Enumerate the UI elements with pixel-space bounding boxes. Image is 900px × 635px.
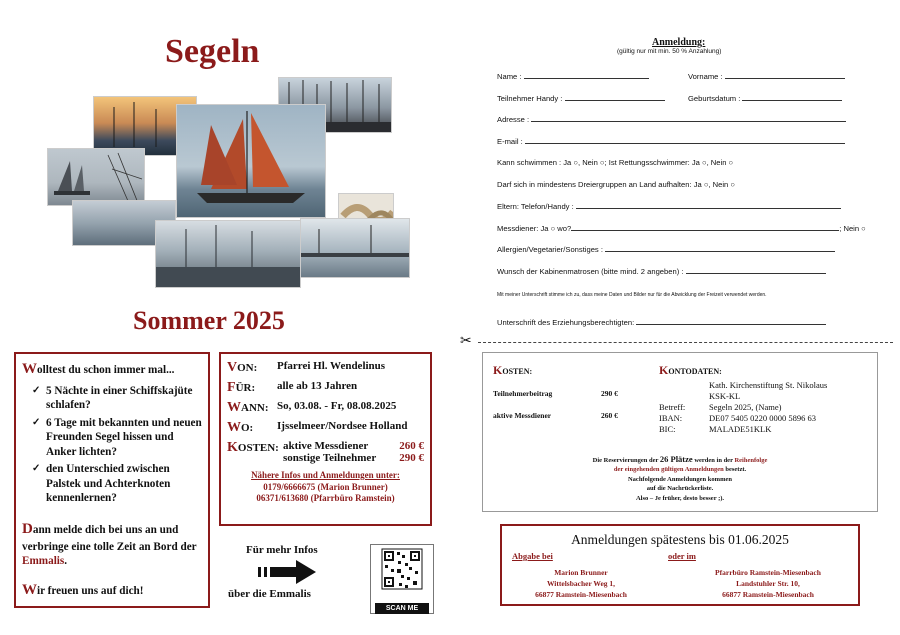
costs-box: [482, 352, 878, 512]
email-field[interactable]: E-mail :: [497, 137, 845, 146]
betreff-row: Betreff: Segeln 2025, (Name): [659, 402, 782, 412]
qr-code-icon: [371, 547, 433, 599]
messdiener-field[interactable]: Messdiener: Ja ○ wo? ; Nein ○: [497, 224, 866, 233]
detail-von: VON: Pfarrei Hl. Wendelinus: [227, 360, 386, 375]
form-title: Anmeldung:: [652, 37, 706, 48]
handy-field[interactable]: Teilnehmer Handy :: [497, 94, 665, 103]
oder-label: oder im: [668, 551, 696, 561]
vorname-field[interactable]: Vorname :: [688, 72, 845, 81]
scissors-icon: ✂: [460, 334, 472, 349]
form-subtitle: (gültig nur mit min. 50 % Anzahlung): [617, 48, 722, 55]
schwimmen-option[interactable]: Kann schwimmen : Ja ○, Nein ○; Ist Rettungsschwimmer: Ja ○, Nein ○: [497, 158, 734, 167]
cost-row-teilnehmer: Teilnehmerbeitrag: [493, 389, 553, 398]
cost-value-teilnehmer: 290 €: [601, 389, 618, 398]
bank-name: Kath. Kirchenstiftung St. Nikolaus: [709, 380, 828, 390]
costs-heading: KOSTEN:: [493, 363, 533, 377]
photo-red-sail-ship: [176, 104, 326, 218]
deadline-box: [500, 524, 860, 606]
detail-fuer: FÜR: alle ab 13 Jahren: [227, 380, 358, 395]
name-field[interactable]: Name :: [497, 72, 649, 81]
intro-list: [32, 384, 202, 507]
adresse-field[interactable]: Adresse :: [497, 115, 846, 124]
list-item: ✓ den Unterschied zwischen Palstek und Achterknoten kennenlernen?: [32, 462, 202, 506]
list-item: ✓ 5 Nächte in einer Schiffskajüte schlafen?: [32, 384, 202, 413]
details-box: [219, 352, 432, 526]
signature-field[interactable]: Unterschrift des Erziehungsberechtigten:: [497, 318, 826, 327]
arrow-right-icon: [258, 560, 316, 584]
wunsch-field[interactable]: Wunsch der Kabinenmatrosen (bitte mind. 2 angeben) :: [497, 267, 826, 276]
cut-line: [478, 342, 893, 343]
cost-value-messdiener: 260 €: [601, 411, 618, 420]
bic-row: BIC: MALADE51KLK: [659, 424, 772, 434]
page-title: Segeln: [165, 33, 260, 70]
photo-boats-at-shore: [155, 220, 301, 288]
gruppen-option[interactable]: Darf sich in mindestens Dreiergruppen an Land aufhalten: Ja ○, Nein ○: [497, 180, 735, 189]
scan-me-label: SCAN ME: [375, 603, 429, 614]
intro-heading: Wolltest du schon immer mal...: [22, 361, 175, 377]
photo-two-ships: [47, 148, 145, 206]
intro-closing: Wir freuen uns auf dich!: [22, 581, 144, 598]
more-info-text: Für mehr Infos: [246, 544, 318, 556]
intro-box: [14, 352, 210, 608]
iban-row: IBAN: DE07 5405 0220 0000 5896 63: [659, 413, 816, 423]
list-item: ✓ 6 Tage mit bekannten und neuen Freunden Segel hissen und Anker lichten?: [32, 416, 202, 460]
qr-code[interactable]: [370, 544, 434, 614]
consent-text: Mit meiner Unterschrift stimme ich zu, dass meine Daten und Bilder nur für die Abwicklung der Freizeit verwendet werden.: [497, 292, 767, 298]
contact-info: Nähere Infos und Anmeldungen unter: 0179/6666675 (Marion Brunner) 06371/613680 (Pfarrbüro Ramstein): [251, 470, 400, 504]
geburtsdatum-field[interactable]: Geburtsdatum :: [688, 94, 842, 103]
detail-kosten: KOSTEN: aktive Messdiener 260 € sonstige Teilnehmer 290 €: [227, 440, 424, 464]
bank-branch: KSK-KL: [709, 391, 741, 401]
eltern-telefon-field[interactable]: Eltern: Telefon/Handy :: [497, 202, 841, 211]
detail-wo: WO: Ijsselmeer/Nordsee Holland: [227, 420, 408, 435]
address-pfarrbuero: Pfarrbüro Ramstein-Miesenbach Landstuhler Str. 10, 66877 Ramstein-Miesenbach: [715, 568, 821, 599]
deadline-title: Anmeldungen spätestens bis 01.06.2025: [571, 532, 789, 547]
photo-pier: [300, 218, 410, 278]
cost-row-messdiener: aktive Messdiener: [493, 411, 552, 420]
emmalis-link[interactable]: über die Emmalis: [228, 588, 311, 600]
reservation-note: Die Reservierungen der 26 Plätze werden in der Reihenfolge der eingehenden gültigen Anmeldungen besetzt. Nachfolgende Anmeldungen kommen auf die Nachrückerliste. Also – Je früher, desto besser ;).: [592, 454, 768, 502]
detail-wann: WANN: So, 03.08. - Fr, 08.08.2025: [227, 400, 397, 415]
address-brunner: Marion Brunner Wittelsbacher Weg 1, 66877 Ramstein-Miesenbach: [535, 568, 627, 599]
abgabe-label: Abgabe bei: [512, 551, 553, 561]
allergien-field[interactable]: Allergien/Vegetarier/Sonstiges :: [497, 245, 835, 254]
bank-heading: KONTODATEN:: [659, 363, 722, 377]
intro-cta: Dann melde dich bei uns an und verbringe eine tolle Zeit an Bord der Emmalis.: [22, 521, 197, 568]
page-subtitle: Sommer 2025: [133, 306, 285, 335]
